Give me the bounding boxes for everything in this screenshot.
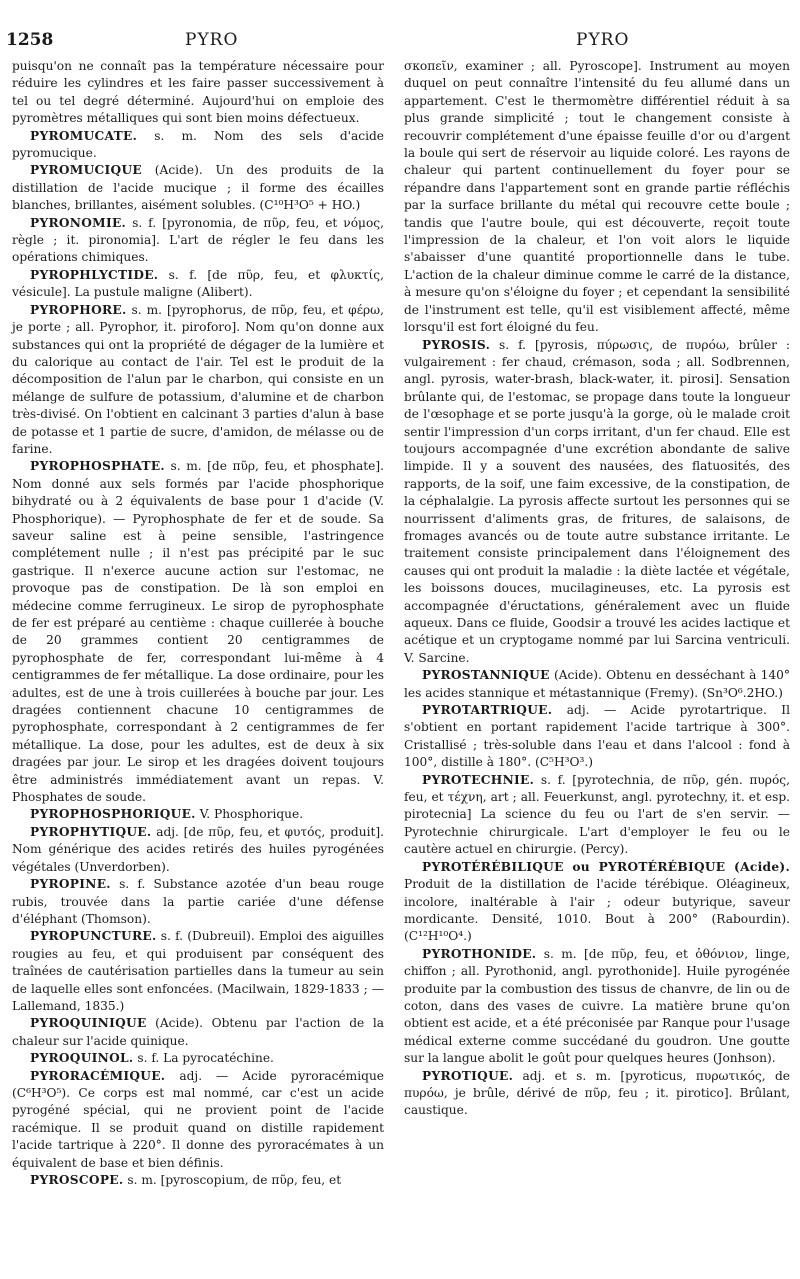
dictionary-entry — [12, 58, 384, 128]
dictionary-entry — [12, 302, 384, 459]
entry-text: s. m. Nom des sels d'acide pyromucique. — [12, 128, 384, 161]
entry-text: (Acide). Obtenu par l'action de la chaleur sur l'acide quinique. — [12, 1016, 384, 1048]
entry-headword: PYROPHYTIQUE. — [30, 824, 152, 839]
dictionary-entry — [12, 267, 384, 302]
entry-text: adj. [de πῦρ, feu, et φυτός, produit]. Nom générique des acides retirés des huiles pyrogénées végétales (Unverdorben). — [12, 824, 385, 874]
entry-text: s. f. La pyrocatéchine. — [137, 1051, 274, 1066]
entry-text: Produit de la distillation de l'acide térébique. Oléagineux, incolore, inaltérable à l'air ; odeur butyrique, saveur mordicante. Densité, 1010. Bout à 200° (Rabourdin). (C¹²H¹⁰O⁴.) — [404, 877, 790, 944]
dictionary-entry — [12, 215, 384, 267]
entry-headword: PYROPHLYCTIDE. — [30, 267, 159, 282]
dictionary-entry — [12, 1172, 384, 1189]
dictionary-entry — [12, 824, 384, 876]
left-running-head: PYRO — [185, 30, 239, 50]
dictionary-entry — [404, 702, 790, 772]
entry-text: s. f. (Dubreuil). Emploi des aiguilles rougies au feu, et qui produisent par conséquent des traînées de cautérisation partielles dans la tumeur au sein de laquelle elles sont enfoncées. (Macilwain, 1829-1833 ; — Lallemand, 1835.) — [12, 929, 384, 1013]
entry-headword: PYROPINE. — [30, 877, 111, 892]
entry-headword: PYROTARTRIQUE. — [422, 703, 553, 718]
entry-headword: PYROQUINIQUE — [30, 1016, 147, 1031]
entry-text: (Acide). Un des produits de la distillation de l'acide mucique ; il forme des écailles blanches, brillantes, aisément solubles. (C¹⁰H³O⁵ + HO.) — [12, 163, 384, 213]
entry-text: adj. — Acide pyroracémique (C⁶H³O⁵). Ce corps est mal nommé, car c'est un acide pyrogéné spécial, qui ne provient point de l'acide racémique. Il se produit quand on distille rapidement l'acide tartrique à 220°. Il donne des pyroracémates à un équivalent de base et bien définis. — [12, 1068, 385, 1170]
entry-text: σκοπεῖν, examiner ; all. Pyroscope]. Instrument au moyen duquel on peut connaître l'intensité du feu allumé dans un appartement. C'est le thermomètre différentiel réduit à sa plus grande simplicité ; tout le changement consiste à recouvrir complétement d'une épaisse feuille d'or ou d'argent la boule qui sert de réservoir au liquide coloré. Les rayons de chaleur qui partent continuellement du foyer pour se répandre dans l'appartement sont en grande partie réfléchis par la surface brillante du métal qui recouvre cette boule ; tandis que l'autre boule, qui est découverte, reçoit toute l'impression de la chaleur, et l'on voit alors le liquide s'abaisser d'une quantité proportionnelle dans le tube. L'action de la chaleur diminue comme le carré de la distance, à mesure qu'on s'éloigne du foyer ; et cependant la sensibilité de l'instrument est telle, qu'il est visiblement affecté, même lorsqu'il est fort éloigné du feu. — [404, 59, 790, 335]
entry-text: (Acide). Obtenu en desséchant à 140° les acides stannique et métastannique (Fremy). (Sn³O⁶.2HO.) — [404, 668, 790, 700]
entry-headword: PYROSTANNIQUE — [422, 668, 550, 683]
dictionary-entry — [404, 667, 790, 702]
entry-headword: PYROTECHNIE. — [422, 772, 535, 787]
entry-text: s. f. [pyrosis, πύρωσις, de πυρόω, brûler : vulgairement : fer chaud, crémason, soda ; all. Sodbrennen, angl. pyrosis, water-brash, black-water, it. pirosi]. Sensation brûlante qui, de l'estomac, se propage dans toute la longueur de l'œsophage et se porte jusqu'à la gorge, où le malade croit sentir l'impression d'un corps irritant, d'un fer chaud. Elle est toujours accompagnée d'une excrétion abondante de salive limpide. Il y a souvent des nausées, des flatuosités, des rapports, de la soif, une faim excessive, de la constipation, de la céphalalgie. La pyrosis affecte surtout les personnes qui se nourrissent d'aliments gras, de fritures, de salaisons, de fromages avancés ou de toute autre substance irritante. Le traitement consiste principalement dans l'éloignement des causes qui ont produit la maladie : la diète lactée et végétale, les boissons douces, mucilagineuses, etc. La pyrosis est accompagnée d'éructations, généralement avec un fluide aqueux. Dans ce fluide, Goodsir a trouvé les acides lactique et acétique et un cryptogame nommé par lui Sarcina ventriculi. V. Sarcine. — [404, 337, 791, 665]
dictionary-entry — [12, 876, 384, 928]
entry-headword: PYROMUCIQUE — [30, 163, 142, 178]
dictionary-entry — [12, 458, 384, 806]
dictionary-entry — [12, 1068, 384, 1172]
entry-headword: PYROPHOSPHATE. — [30, 459, 165, 474]
entry-headword: PYROTÉRÉBILIQUE ou PYROTÉRÉBIQUE (Acide). — [422, 859, 790, 874]
page-number: 1258 — [6, 30, 54, 50]
dictionary-entry — [404, 946, 790, 1068]
entry-headword: PYRONOMIE. — [30, 215, 127, 230]
entry-headword: PYROQUINOL. — [30, 1051, 134, 1066]
right-running-head: PYRO — [576, 30, 630, 50]
entry-headword: PYROTIQUE. — [422, 1068, 514, 1083]
right-column — [404, 58, 790, 1120]
dictionary-entry — [12, 128, 384, 163]
entry-text: puisqu'on ne connaît pas la température nécessaire pour réduire les cylindres et les faire passer successivement à tel ou tel degré déterminé. Aujourd'hui on emploie des pyromètres métalliques qui sont bien moins défectueux. — [12, 59, 384, 126]
left-column — [12, 58, 384, 1189]
entry-text: s. f. [pyrotechnia, de πῦρ, gén. πυρός, feu, et τέχνη, art ; all. Feuerkunst, angl. pyrotechny, it. et esp. pirotecnia] La science du feu ou l'art de s'en servir. — Pyrotechnie chirurgicale. L'art d'employer le feu ou le cautère actuel en chirurgie. (Percy). — [404, 772, 791, 857]
entry-headword: PYROMUCATE. — [30, 128, 138, 143]
entry-text: s. f. [de πῦρ, feu, et φλυκτίς, vésicule]. La pustule maligne (Alibert). — [12, 267, 384, 300]
entry-headword: PYROTHONIDE. — [422, 946, 537, 961]
entry-headword: PYROSIS. — [422, 337, 491, 352]
dictionary-entry — [12, 806, 384, 823]
entry-text: V. Phosphorique. — [199, 807, 304, 822]
dictionary-entry — [404, 337, 790, 668]
entry-text: s. f. Substance azotée d'un beau rouge rubis, trouvée dans la partie cariée d'une défense d'éléphant (Thomson). — [12, 877, 385, 926]
dictionary-entry — [404, 772, 790, 859]
dictionary-entry — [404, 859, 790, 946]
dictionary-entry — [404, 1068, 790, 1120]
entry-text: s. m. [pyrophorus, de πῦρ, feu, et φέρω, je porte ; all. Pyrophor, it. piroforo]. Nom qu'on donne aux substances qui ont la propriété de dégager de la lumière et du calorique au contact de l'air. Tel est le produit de la décomposition de l'alun par le charbon, qui consiste en un mélange de sulfure de potassium, d'alumine et de charbon très-divisé. On l'obtient en calcinant 3 parties d'alun à base de potasse et 1 partie de sucre, d'amidon, de mélasse ou de farine. — [12, 302, 384, 456]
entry-text: s. m. [de πῦρ, feu, et ὀθόνιον, linge, chiffon ; all. Pyrothonid, angl. pyrothonide]. Huile pyrogénée produite par la combustion des tissus de chanvre, de lin ou de coton, dans des vases de cuivre. La matière brune qu'on obtient est acide, et a été préconisée par Ranque pour l'usage médical externe comme succédané du goudron. Une goutte sur la langue abolit le goût pour quelques heures (Jonhson). — [404, 946, 790, 1066]
dictionary-entry — [404, 58, 790, 337]
dictionary-entry — [12, 1050, 384, 1067]
entry-headword: PYRORACÉMIQUE. — [30, 1068, 166, 1083]
entry-headword: PYROPUNCTURE. — [30, 929, 157, 944]
entry-text: s. f. [pyronomia, de πῦρ, feu, et νόμος, règle ; it. pironomia]. L'art de régler le feu dans les opérations chimiques. — [12, 215, 384, 265]
entry-text: s. m. [pyroscopium, de πῦρ, feu, et — [127, 1173, 342, 1187]
dictionary-entry — [12, 162, 384, 214]
entry-text: adj. — Acide pyrotartrique. Il s'obtient en portant rapidement l'acide tartrique à 300°. Cristallisé ; très-soluble dans l'eau et dans l'alcool : fond à 100°, distille à 180°. (C⁵H³O³.) — [404, 703, 791, 770]
entry-headword: PYROPHORE. — [30, 302, 127, 317]
entry-headword: PYROSCOPE. — [30, 1173, 124, 1187]
dictionary-entry — [12, 1015, 384, 1050]
page-header — [0, 8, 800, 52]
entry-headword: PYROPHOSPHORIQUE. — [30, 807, 196, 822]
entry-text: s. m. [de πῦρ, feu, et phosphate]. Nom donné aux sels formés par l'acide phosphorique bihydraté ou à 2 équivalents de base pour 1 d'acide (V. Phosphorique). — Pyrophosphate de fer et de soude. Sa saveur saline est à peine sensible, l'astringence complétement nulle ; il n'est pas précipité par le suc gastrique. Il n'exerce aucune action sur l'estomac, ne provoque pas de constipation. De là son emploi en médecine comme ferrugineux. Le sirop de pyrophosphate de fer est préparé au centième : chaque cuillerée à bouche de 20 grammes contient 20 centigrammes de pyrophosphate de fer, correspondant lui-même à 4 centigrammes de fer métallique. La dose ordinaire, pour les adultes, est de une à trois cuillerées à bouche par jour. Les dragées contiennent chacune 10 centigrammes de pyrophosphate, correspondant à 2 centigrammes de fer métallique. La dose, pour les adultes, est de deux à six dragées par jour. Le sirop et les dragées doivent toujours être administrés immédiatement avant un repas. V. Phosphates de soude. — [12, 459, 385, 805]
entry-text: adj. et s. m. [pyroticus, πυρωτικός, de πυρόω, je brûle, dérivé de πῦρ, feu ; it. pirotico]. Brûlant, caustique. — [404, 1068, 790, 1118]
dictionary-entry — [12, 928, 384, 1015]
